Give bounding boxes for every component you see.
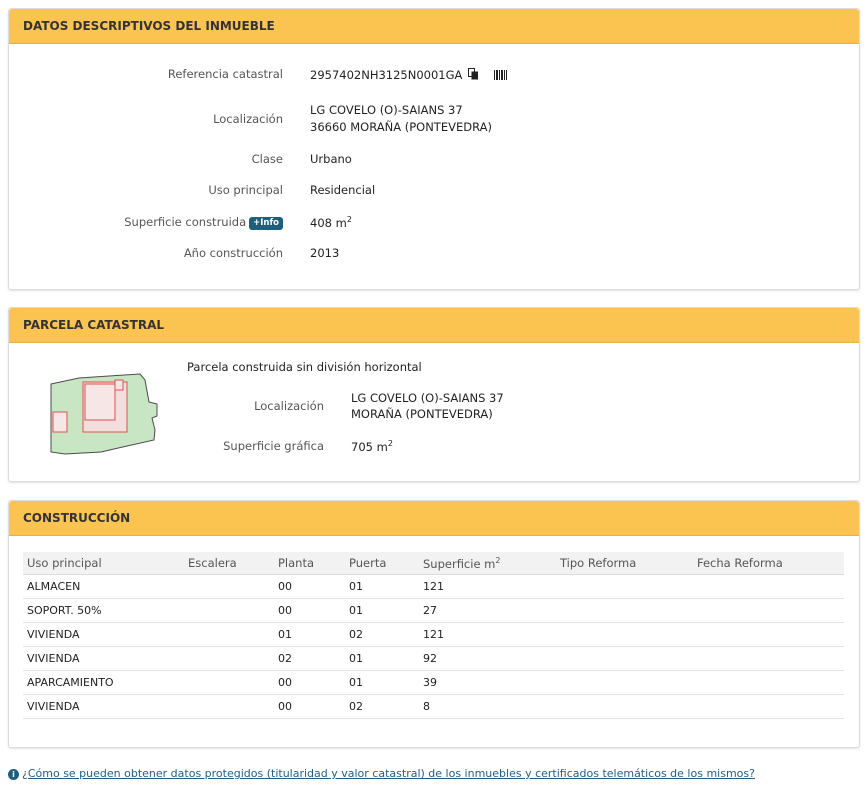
table-row — [23, 623, 844, 647]
parcela-localizacion-line1: LG COVELO (O)-SAIANS 37 — [351, 391, 504, 405]
referencia-catastral-label: Referencia catastral — [167, 67, 283, 81]
superficie-grafica-exp: 2 — [387, 439, 393, 448]
table-row — [23, 575, 844, 599]
parcela-descripcion: Parcela construida sin división horizontal — [187, 360, 422, 374]
cell-tipo-reforma — [556, 647, 693, 671]
cell-superficie: 121 — [419, 575, 556, 599]
parcela-catastral-title: PARCELA CATASTRAL — [9, 308, 859, 343]
clase-label: Clase — [251, 152, 283, 166]
cell-superficie: 8 — [419, 695, 556, 719]
cell-tipo-reforma — [556, 623, 693, 647]
parcela-catastral-panel — [8, 307, 860, 482]
cell-fecha-reforma — [693, 647, 844, 671]
cell-tipo-reforma — [556, 695, 693, 719]
table-row — [23, 695, 844, 719]
uso-principal-label: Uso principal — [208, 183, 283, 197]
col-superficie — [419, 552, 556, 575]
info-badge[interactable]: +Info — [249, 217, 283, 230]
cell-puerta: 02 — [345, 623, 419, 647]
col-fecha-reforma: Fecha Reforma — [693, 552, 844, 575]
cell-planta: 00 — [274, 575, 345, 599]
localizacion-line2: 36660 MORAÑA (PONTEVEDRA) — [310, 120, 492, 134]
construccion-table-body — [23, 575, 844, 719]
superficie-construida-number: 408 m — [310, 215, 347, 230]
construccion-title: CONSTRUCCIÓN — [9, 501, 859, 536]
construccion-table — [23, 552, 844, 719]
cell-uso-principal: VIVIENDA — [23, 695, 184, 719]
cell-puerta: 01 — [345, 575, 419, 599]
anio-construccion-value: 2013 — [310, 246, 340, 260]
building-shape — [53, 412, 67, 432]
footer-help — [8, 767, 755, 780]
cell-planta: 01 — [274, 623, 345, 647]
cell-escalera — [184, 671, 274, 695]
cell-superficie: 121 — [419, 623, 556, 647]
cell-puerta: 01 — [345, 671, 419, 695]
col-planta: Planta — [274, 552, 345, 575]
cell-uso-principal: VIVIENDA — [23, 647, 184, 671]
superficie-grafica-label: Superficie gráfica — [223, 439, 324, 453]
superficie-construida-text: Superficie construida — [124, 215, 247, 229]
cell-tipo-reforma — [556, 575, 693, 599]
datos-protegidos-link[interactable]: ¿Cómo se pueden obtener datos protegidos (titularidad y valor catastral) de los inmuebles y certificados telemáticos de los mismos? — [22, 767, 755, 780]
cell-superficie: 39 — [419, 671, 556, 695]
col-superficie-text: Superficie m — [423, 556, 496, 571]
cell-uso-principal: VIVIENDA — [23, 623, 184, 647]
building-shape — [85, 384, 115, 420]
cell-fecha-reforma — [693, 599, 844, 623]
cell-puerta: 02 — [345, 695, 419, 719]
datos-descriptivos-title: DATOS DESCRIPTIVOS DEL INMUEBLE — [9, 9, 859, 44]
construccion-panel — [8, 500, 860, 748]
cell-uso-principal: APARCAMIENTO — [23, 671, 184, 695]
table-header-row — [23, 552, 844, 575]
col-superficie-exp: 2 — [495, 555, 501, 565]
cell-fecha-reforma — [693, 671, 844, 695]
superficie-grafica-value — [351, 439, 393, 454]
cell-tipo-reforma — [556, 671, 693, 695]
building-shape — [115, 380, 123, 390]
table-row — [23, 671, 844, 695]
clase-value: Urbano — [310, 152, 352, 166]
uso-principal-value: Residencial — [310, 183, 376, 197]
cell-superficie: 92 — [419, 647, 556, 671]
anio-construccion-label: Año construcción — [183, 246, 283, 260]
cell-puerta: 01 — [345, 647, 419, 671]
cell-planta: 00 — [274, 599, 345, 623]
cell-planta: 02 — [274, 647, 345, 671]
cell-escalera — [184, 599, 274, 623]
info-icon: i — [8, 769, 19, 780]
datos-descriptivos-panel — [8, 8, 860, 290]
superficie-grafica-number: 705 m — [351, 439, 388, 454]
parcela-localizacion-line2: MORAÑA (PONTEVEDRA) — [351, 407, 493, 421]
cell-escalera — [184, 647, 274, 671]
cell-fecha-reforma — [693, 695, 844, 719]
col-puerta: Puerta — [345, 552, 419, 575]
referencia-catastral-text: 2957402NH3125N0001GA — [310, 68, 463, 82]
parcel-map-thumbnail[interactable] — [45, 368, 161, 458]
table-row — [23, 599, 844, 623]
cell-escalera — [184, 575, 274, 599]
cell-fecha-reforma — [693, 575, 844, 599]
localizacion-label: Localización — [213, 112, 283, 126]
col-uso-principal: Uso principal — [23, 552, 184, 575]
referencia-catastral-value — [310, 68, 507, 83]
cell-escalera — [184, 623, 274, 647]
cell-planta: 00 — [274, 695, 345, 719]
copy-icon[interactable] — [468, 68, 479, 83]
cell-puerta: 01 — [345, 599, 419, 623]
col-escalera: Escalera — [184, 552, 274, 575]
cell-uso-principal: SOPORT. 50% — [23, 599, 184, 623]
cell-uso-principal: ALMACEN — [23, 575, 184, 599]
cell-fecha-reforma — [693, 623, 844, 647]
table-row — [23, 647, 844, 671]
col-tipo-reforma: Tipo Reforma — [556, 552, 693, 575]
parcela-localizacion-label: Localización — [254, 399, 324, 413]
superficie-construida-label — [9, 215, 283, 230]
superficie-construida-exp: 2 — [346, 215, 352, 224]
barcode-icon[interactable] — [494, 69, 507, 83]
localizacion-line1: LG COVELO (O)-SAIANS 37 — [310, 103, 463, 117]
cell-superficie: 27 — [419, 599, 556, 623]
cell-tipo-reforma — [556, 599, 693, 623]
cell-planta: 00 — [274, 671, 345, 695]
cell-escalera — [184, 695, 274, 719]
superficie-construida-value — [310, 215, 352, 230]
